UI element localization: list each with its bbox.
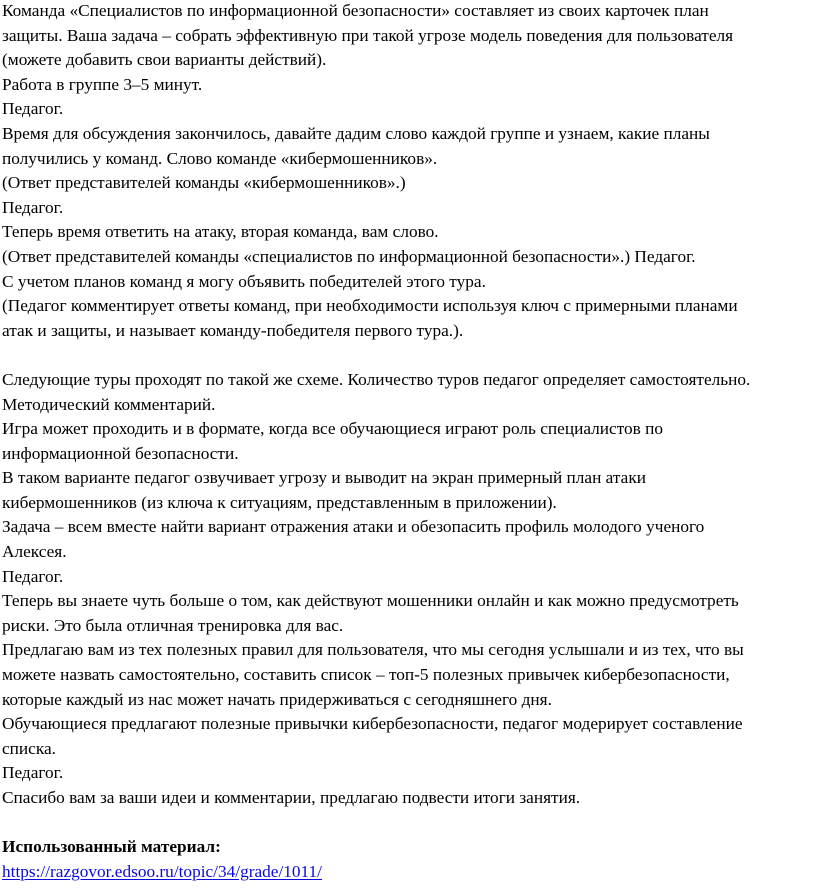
text-line: Команда «Специалистов по информационной безопасности» составляет из своих карточек план	[2, 1, 709, 20]
text-line: Предлагаю вам из тех полезных правил для пользователя, что мы сегодня услышали и из тех, что вы	[2, 640, 744, 660]
blank-line	[2, 811, 816, 836]
text-line: Работа в группе 3–5 минут.	[2, 74, 203, 94]
text-line: (можете добавить свои варианты действий).	[2, 50, 327, 70]
text-line: (Ответ представителей команды «кибермошенников».)	[2, 173, 406, 193]
text-line: Задача – всем вместе найти вариант отражения атаки и обезопасить профиль молодого ученого	[2, 517, 705, 537]
text-line: Педагог.	[2, 197, 64, 217]
text-line: Игра может проходить и в формате, когда все обучающиеся играют роль специалистов по	[2, 419, 664, 439]
text-line: Теперь вы знаете чуть больше о том, как действуют мошенники онлайн и как можно предусмотреть	[2, 591, 739, 611]
text-line: Время для обсуждения закончилось, давайте дадим слово каждой группе и узнаем, какие планы	[2, 123, 710, 143]
sources-heading: Использованный материал:	[2, 837, 221, 857]
text-line: которые каждый из нас может начать придерживаться с сегодняшнего дня.	[2, 689, 552, 709]
text-line: защиты. Ваша задача – собрать эффективную при такой угрозе модель поведения для пользователя	[2, 25, 734, 45]
text-line: Алексея.	[2, 542, 67, 562]
text-line: информационной безопасности.	[2, 443, 239, 463]
text-line: Теперь время ответить на атаку, вторая команда, вам слово.	[2, 222, 439, 242]
text-line: Методический комментарий.	[2, 394, 216, 414]
text-line: (Педагог комментирует ответы команд, при необходимости используя ключ с примерными планами	[2, 296, 738, 316]
text-line: получились у команд. Слово команде «кибермошенников».	[2, 148, 438, 168]
blank-line	[2, 343, 816, 368]
text-line: Педагог.	[2, 99, 64, 119]
text-line: кибермошенников (из ключа к ситуациям, представленным в приложении).	[2, 492, 557, 512]
text-line: Следующие туры проходят по такой же схеме. Количество туров педагог определяет самостоятельно.	[2, 369, 751, 389]
text-line: В таком варианте педагог озвучивает угрозу и выводит на экран примерный план атаки	[2, 468, 646, 488]
text-line: Обучающиеся предлагают полезные привычки кибербезопасности, педагог модерирует составление	[2, 714, 743, 734]
sources-link[interactable]: https://razgovor.edsoo.ru/topic/34/grade/1011/	[2, 861, 322, 881]
text-line: (Ответ представителей команды «специалистов по информационной безопасности».) Педагог.	[2, 246, 696, 266]
text-line: Педагог.	[2, 566, 64, 586]
text-line: риски. Это была отличная тренировка для вас.	[2, 615, 344, 635]
text-line: списка.	[2, 738, 56, 758]
text-line: можете назвать самостоятельно, составить список – топ-5 полезных привычек кибербезопасности,	[2, 665, 730, 685]
text-line: Спасибо вам за ваши идеи и комментарии, предлагаю подвести итоги занятия.	[2, 788, 581, 807]
text-line: С учетом планов команд я могу объявить победителей этого тура.	[2, 271, 486, 291]
text-line: атак и защиты, и называет команду-победителя первого тура.).	[2, 320, 464, 340]
text-line: Педагог.	[2, 763, 64, 783]
